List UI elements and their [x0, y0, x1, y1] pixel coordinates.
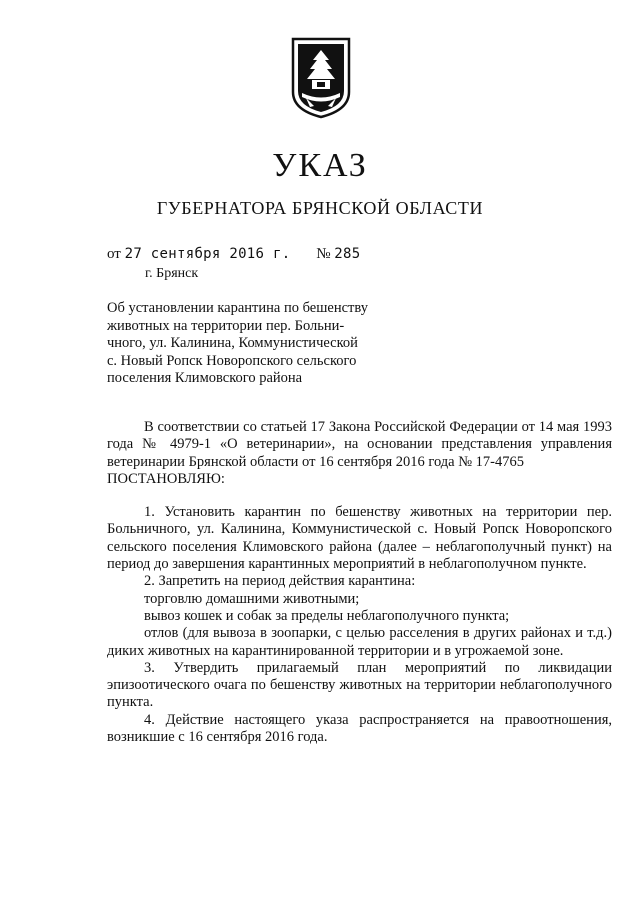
paragraph-gap	[107, 488, 612, 504]
resolve-heading: ПОСТАНОВЛЯЮ:	[107, 470, 225, 487]
clause-2: 2. Запретить на период действия карантина:	[144, 573, 416, 590]
clause-2-item: торговлю домашними животными;	[144, 590, 360, 607]
date-prefix: от	[107, 246, 121, 262]
clause-4: 4. Действие настоящего указа распространяется на правоотношения, возникшие с 16 сентября 2016 года.	[107, 711, 612, 746]
topic-line: Об установлении карантина по бешенству	[107, 300, 368, 316]
topic-line: с. Новый Ропск Новоропского сельского	[107, 352, 357, 369]
topic-line: чного, ул. Калинина, Коммунистической	[107, 335, 358, 352]
decree-number: 285	[334, 246, 361, 262]
topic-line: поселения Климовского района	[107, 370, 303, 387]
decree-body	[107, 419, 612, 746]
clause-2-item: вывоз кошек и собак за пределы неблагополучного пункта;	[144, 607, 510, 624]
topic-line: животных на территории пер. Больни-	[107, 317, 345, 334]
decree-date: 27 сентября 2016 г.	[124, 246, 291, 262]
document-title: УКАЗ	[272, 147, 368, 184]
document-subtitle: ГУБЕРНАТОРА БРЯНСКОЙ ОБЛАСТИ	[156, 198, 484, 218]
clause-1: 1. Установить карантин по бешенству животных на территории пер. Больничного, ул. Калинина, Коммунистической с. Новый Ропск Новоропского сельского поселения Климовского района (далее – неблагополучный пункт) на период до завершения карантинных мероприятий в неблагополучном пункте.	[107, 504, 612, 573]
clause-2-item: отлов (для вывоза в зоопарки, с целью расселения в других районах и т.д.) диких животных на карантинированной территории и в угрожаемой зоне.	[107, 625, 612, 659]
clause-3: 3. Утвердить прилагаемый план мероприятий по ликвидации эпизоотического очага по бешенству животных на территории неблагополучного пункта.	[107, 659, 612, 711]
number-label: №	[316, 246, 331, 262]
preamble-paragraph: В соответствии со статьей 17 Закона Российской Федерации от 14 мая 1993 года № 4979-1 «О ветеринарии», на основании представления управления ветеринарии Брянской области от 16 сентября 2016 года № 17-4765	[107, 419, 612, 470]
city-name: г. Брянск	[145, 266, 199, 281]
decree-topic	[107, 300, 389, 388]
bryansk-coat-of-arms-emblem	[290, 36, 352, 120]
date-line	[107, 245, 360, 263]
